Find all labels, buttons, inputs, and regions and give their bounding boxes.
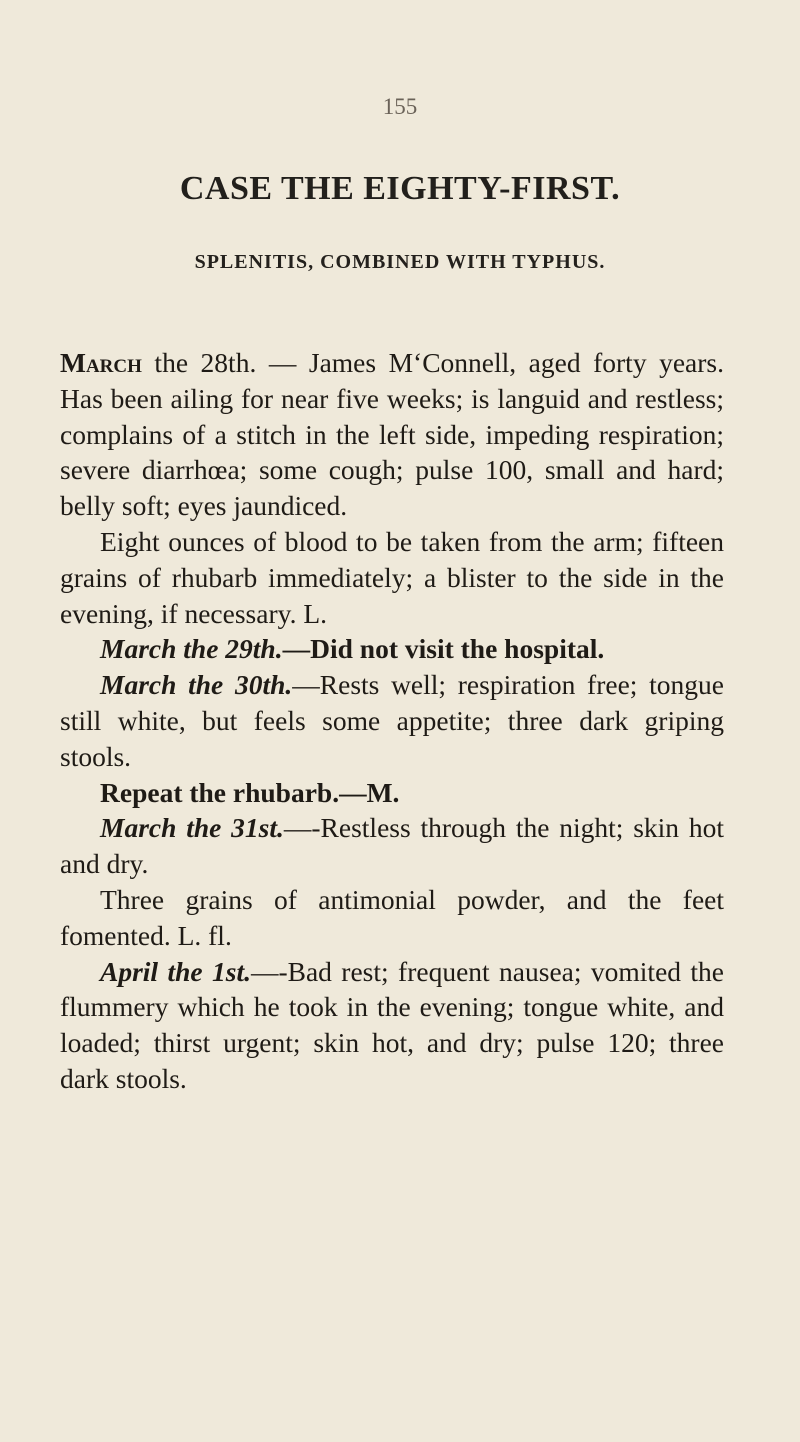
prescription-1 — [60, 524, 724, 631]
entry-text: —Rests well; respiration free; tongue still white, but feels some appetite; three dark griping stools. — [60, 669, 724, 772]
page-number: 155 — [382, 94, 418, 119]
case-body — [60, 345, 724, 1097]
entry-date: March the 30th. — [100, 669, 293, 701]
prescription-2 — [60, 775, 724, 811]
prescription-text: Three grains of antimonial powder, and the feet fomented. L. fl. — [60, 883, 724, 951]
entry-march-31 — [60, 810, 724, 882]
prescription-3 — [60, 882, 724, 954]
entry-march-29 — [60, 631, 724, 667]
prescription-text: Repeat the rhubarb.—M. — [100, 776, 400, 808]
case-title: CASE THE EIGHTY-FIRST. — [179, 170, 621, 207]
entry-text: —Did not visit the hospital. — [282, 633, 605, 665]
entry-text: the 28th. — James M‘Connell, aged forty years. Has been ailing for near five weeks; is languid and restless; complains of a stitch in the left side, impeding respiration; severe diarrhœa; some cough; pulse 100, small and hard; belly soft; eyes jaundiced. — [60, 347, 724, 522]
entry-date: March — [60, 347, 142, 378]
entry-date: March the 31st. — [100, 812, 284, 844]
entry-text: —-Bad rest; frequent nausea; vomited the flummery which he took in the evening; tongue white, and loaded; thirst urgent; skin hot, and dry; pulse 120; three dark stools. — [60, 955, 725, 1094]
entry-date: March the 29th. — [100, 633, 283, 665]
entry-march-28 — [60, 345, 724, 524]
entry-date: April the 1st. — [100, 955, 251, 987]
entry-text: —-Restless through the night; skin hot and dry. — [60, 812, 724, 880]
case-subtitle: SPLENITIS, COMBINED WITH TYPHUS. — [194, 251, 606, 273]
prescription-text: Eight ounces of blood to be taken from the arm; fifteen grains of rhubarb immediately; a blister to the side in the evening, if necessary. L. — [60, 525, 724, 629]
entry-march-30 — [60, 667, 724, 774]
entry-april-1 — [60, 954, 724, 1097]
